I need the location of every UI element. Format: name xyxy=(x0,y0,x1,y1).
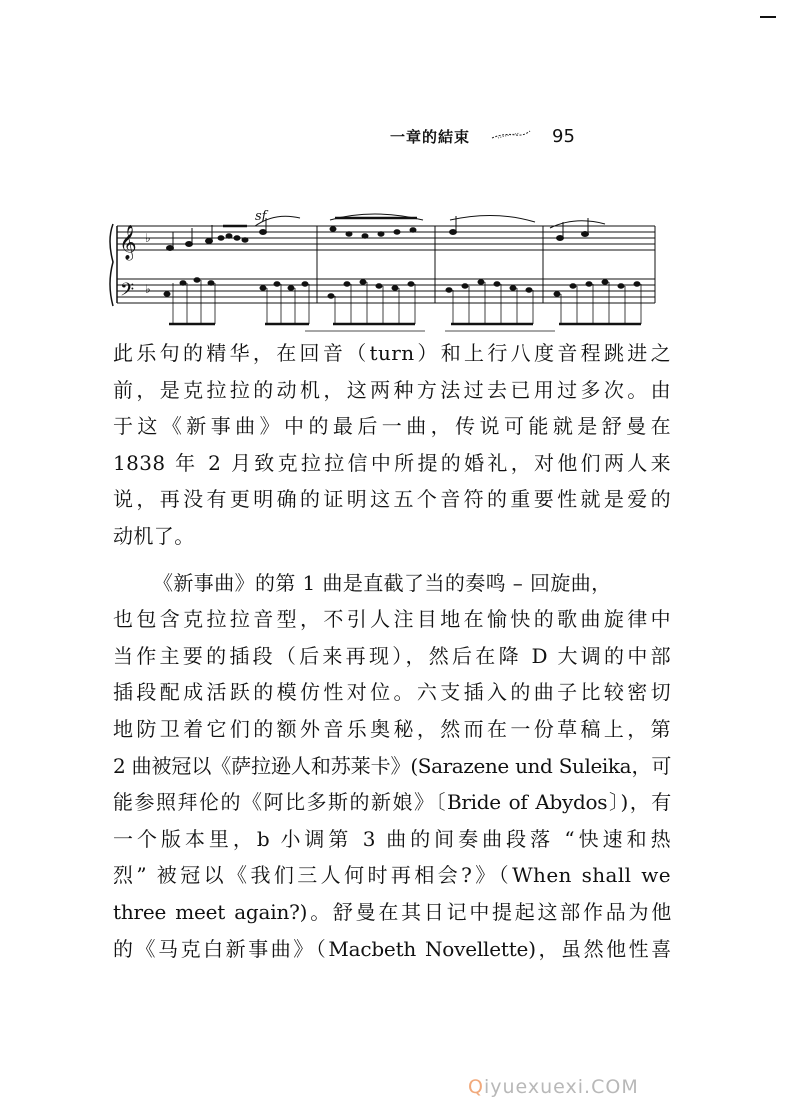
text-line: 2 曲被冠以《萨拉逊人和苏莱卡》(Sarazene und Suleika，可 xyxy=(113,753,671,778)
text-line: 一个版本里，b 小调第 3 曲的间奏曲段落 “快速和热 xyxy=(113,826,671,851)
text-line: 《新事曲》的第 1 曲是直截了当的奏鸣 – 回旋曲， xyxy=(153,570,612,595)
text-line: 地防卫着它们的额外音乐奥秘，然而在一份草稿上，第 xyxy=(113,716,671,741)
body-text xyxy=(113,335,671,967)
paragraph-1 xyxy=(113,335,671,555)
svg-text:♭: ♭ xyxy=(145,231,151,245)
text-line: 动机了。 xyxy=(113,523,195,548)
text-line: 1838 年 2 月致克拉拉信中所提的婚礼，对他们两人来 xyxy=(113,450,671,475)
svg-text:sf: sf xyxy=(255,210,267,224)
music-score xyxy=(105,210,665,339)
chapter-title: 一章的結束 xyxy=(390,127,471,146)
paragraph-2 xyxy=(113,565,671,968)
text-line: 前，是克拉拉的动机，这两种方法过去已用过多次。由 xyxy=(113,377,671,402)
text-line: 说，再没有更明确的证明这五个音符的重要性就是爱的 xyxy=(113,487,671,512)
svg-text:♭: ♭ xyxy=(145,282,151,296)
svg-text:𝄢: 𝄢 xyxy=(120,280,135,305)
text-line: 当作主要的插段（后来再现），然后在降 D 大调的中部 xyxy=(113,643,671,668)
corner-mark xyxy=(760,16,776,18)
text-line: 于这《新事曲》中的最后一曲，传说可能就是舒曼在 xyxy=(113,414,671,439)
text-line: 插段配成活跃的模仿性对位。六支插入的曲子比较密切 xyxy=(113,680,671,705)
watermark-logo: Qiyuexuexi.COM xyxy=(468,1076,639,1098)
text-line: 烈” 被冠以《我们三人何时再相会?》（When shall we xyxy=(113,863,671,888)
running-head xyxy=(390,121,575,151)
text-line: 也包含克拉拉音型，不引人注目地在愉快的歌曲旋律中 xyxy=(113,607,671,632)
page-number: 95 xyxy=(552,125,575,147)
score-svg xyxy=(105,210,665,335)
text-line: 的《马克白新事曲》（Macbeth Novellette)，虽然他性喜 xyxy=(113,936,671,961)
text-line: 能参照拜伦的《阿比多斯的新娘》〔Bride of Abydos〕)，有 xyxy=(113,790,671,815)
text-line: 此乐句的精华，在回音（turn）和上行八度音程跳进之 xyxy=(113,341,671,365)
svg-text:𝄞: 𝄞 xyxy=(119,225,137,260)
text-line: three meet again?)。舒曼在其日记中提起这部作品为他 xyxy=(113,899,671,924)
ornament-icon xyxy=(490,129,532,144)
